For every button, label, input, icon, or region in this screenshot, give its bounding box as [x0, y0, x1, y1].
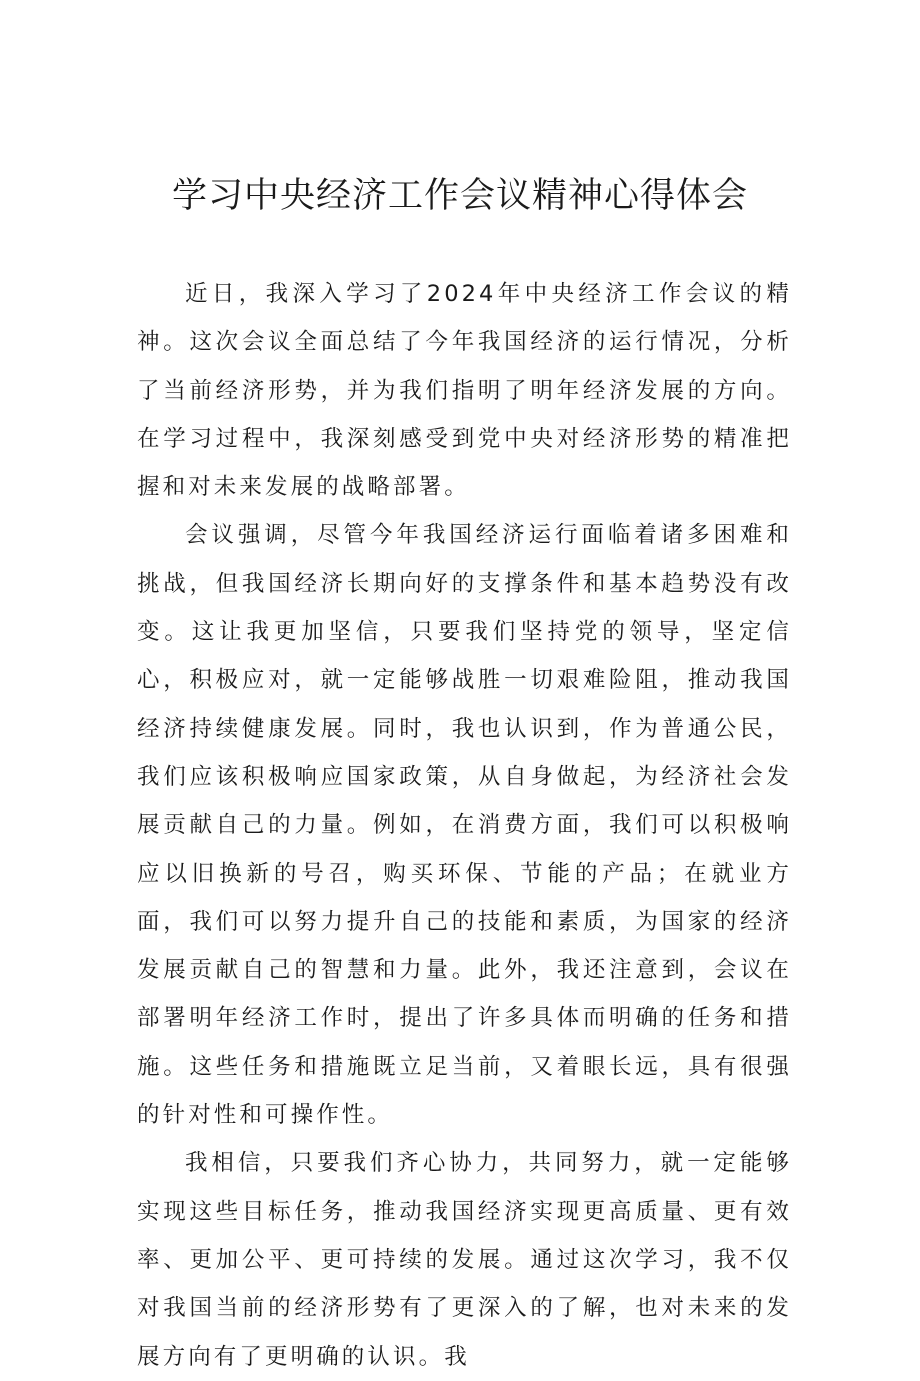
paragraph-intro: 近日，我深入学习了2024年中央经济工作会议的精神。这次会议全面总结了今年我国经济的运行情况，分析了当前经济形势，并为我们指明了明年经济发展的方向。在学习过程中，我深刻感受到党中央对经济形势的精准把握和对未来发展的战略部署。 — [137, 281, 792, 501]
paragraph-meeting-emphasis: 会议强调，尽管今年我国经济运行面临着诸多困难和挑战，但我国经济长期向好的支撑条件和基本趋势没有改变。这让我更加坚信，只要我们坚持党的领导，坚定信心，积极应对，就一定能够战胜一切艰难险阻，推动我国经济持续健康发展。同时，我也认识到，作为普通公民，我们应该积极响应国家政策，从自身做起，为经济社会发展贡献自己的力量。例如，在消费方面，我们可以积极响应以旧换新的号召，购买环保、节能的产品；在就业方面，我们可以努力提升自己的技能和素质，为国家的经济发展贡献自己的智慧和力量。此外，我还注意到，会议在部署明年经济工作时，提出了许多具体而明确的任务和措施。这些任务和措施既立足当前，又着眼长远，具有很强的针对性和可操作性。 — [137, 522, 792, 1129]
paragraph-conclusion: 我相信，只要我们齐心协力，共同努力，就一定能够实现这些目标任务，推动我国经济实现更高质量、更有效率、更加公平、更可持续的发展。通过这次学习，我不仅对我国当前的经济形势有了更深入的了解，也对未来的发展方向有了更明确的认识。我 — [137, 1150, 792, 1370]
document-body — [137, 270, 792, 1381]
document-title: 学习中央经济工作会议精神心得体会 — [171, 176, 748, 216]
